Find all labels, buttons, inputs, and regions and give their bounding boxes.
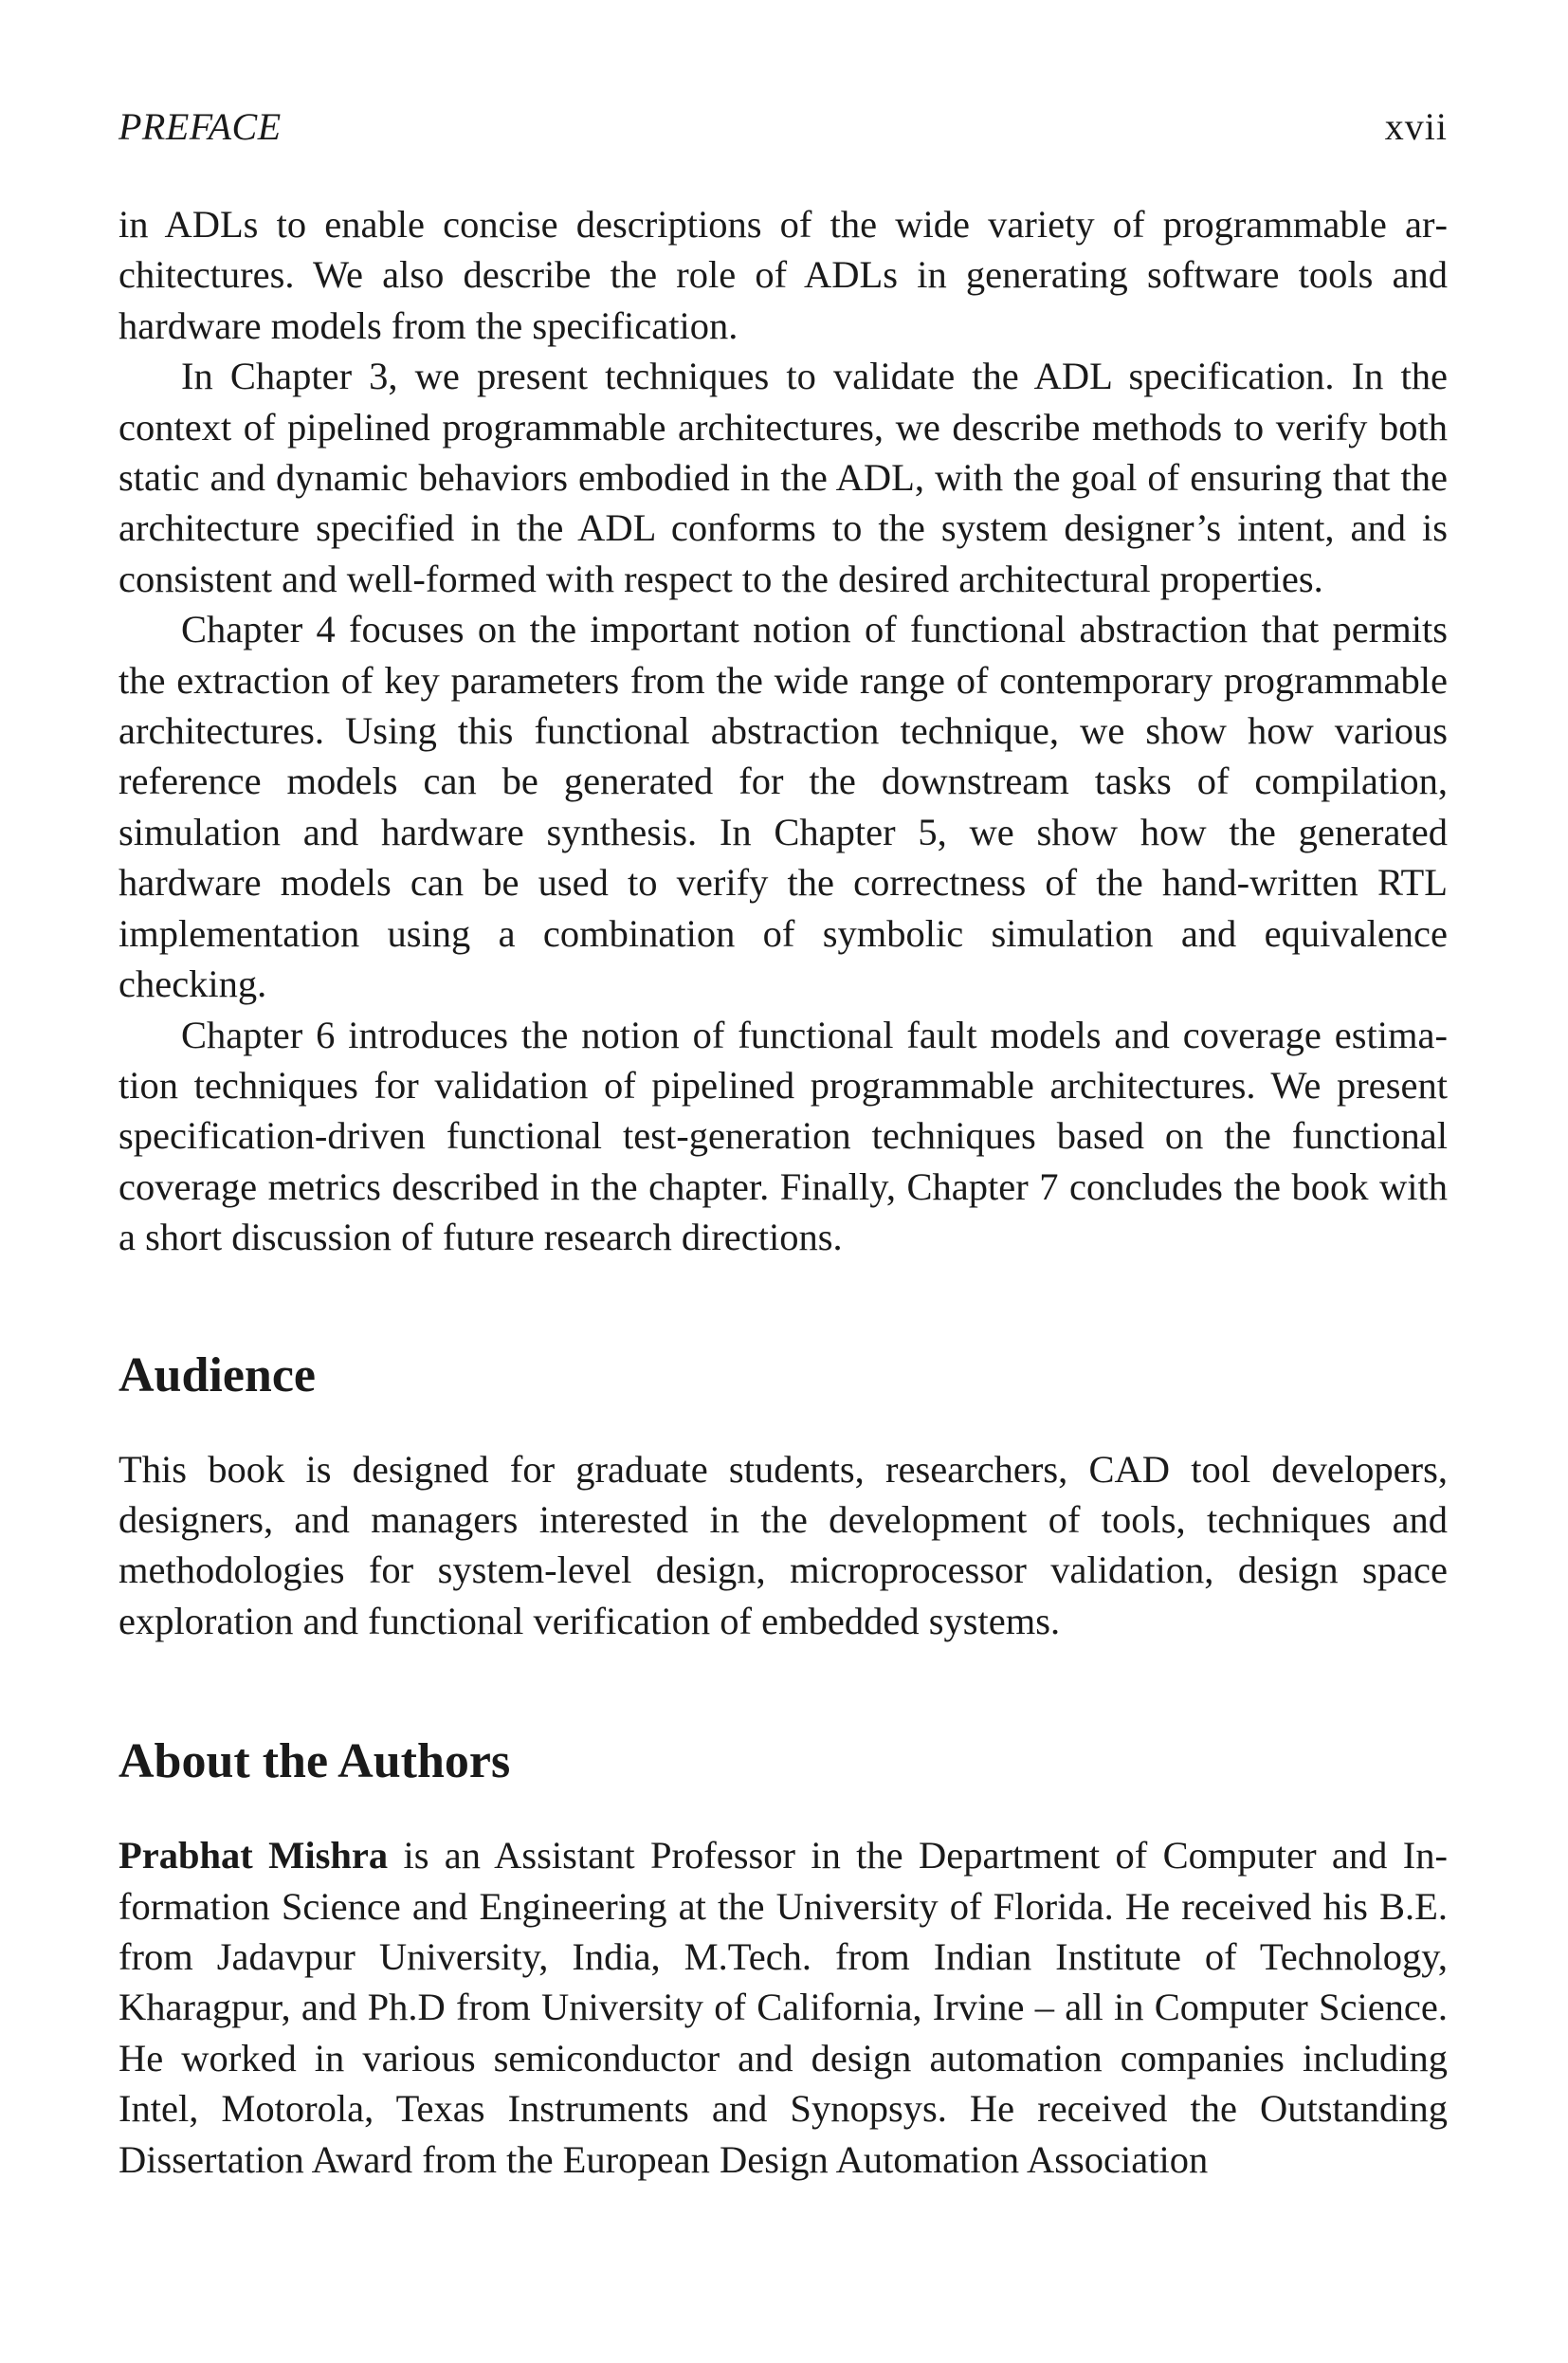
book-page [119, 104, 1448, 2185]
overview-paragraph: In Chapter 3, we present techniques to validate the ADL specification. In the context of pipelined programmable architectures, we describe methods to verify both static and dynamic behaviors embodied in the ADL, with the goal of ensuring that the architecture specified in the ADL conforms to the system designer’s intent, and is consistent and well-formed with respect to the desired architectural properties. [119, 355, 1448, 600]
running-header [119, 104, 1448, 150]
overview-section [119, 199, 1448, 1263]
audience-paragraph: This book is designed for graduate students, researchers, CAD tool developers, designers, and managers interested in the development of tools, techniques and methodologies for system-level design, microprocessor validation, design space exploration and functional verification of embedded systems. [119, 1447, 1448, 1642]
audience-heading: Audience [119, 1347, 316, 1402]
authors-heading: About the Authors [119, 1734, 511, 1789]
page-number: xvii [1384, 105, 1448, 148]
overview-paragraph: in ADLs to enable concise descriptions of the wide variety of programmable architectures. We also describe the role of ADLs in generating software tools and hardware models from the specification. [119, 203, 1448, 347]
author-bio-text: is an Assistant Professor in the Department of Computer and Information Science and Engineering at the University of Florida. He received his B.E. from Jadavpur University, India, M.Tech. from Indian Institute of Technology, Kharagpur, and Ph.D from University of California, Irvine – all in Computer Science. He worked in various semiconductor and design automation companies including Intel, Motorola, Texas Instruments and Synopsys. He received the Outstanding Dissertation Award from the European Design Automation Association [119, 1834, 1448, 2181]
authors-section [119, 1733, 1448, 2185]
running-title: PREFACE [119, 105, 282, 148]
author-bio-paragraph [119, 1830, 1448, 2185]
author-name: Prabhat Mishra [119, 1834, 389, 1878]
audience-section [119, 1347, 1448, 1647]
overview-paragraph: Chapter 4 focuses on the important notion of functional abstraction that permits the extraction of key parameters from the wide range of contemporary programmable architectures. Using this functional abstraction technique, we show how various reference models can be generated for the downstream tasks of compilation, simulation and hardware synthesis. In Chapter 5, we show how the generated hardware models can be used to verify the correctness of the hand-written RTL implementation using a combination of symbolic simulation and equivalence checking. [119, 608, 1448, 1006]
overview-paragraph: Chapter 6 introduces the notion of functional fault models and coverage estimation techniques for validation of pipelined programmable architectures. We present specification-driven functional test-generation techniques based on the functional coverage metrics described in the chapter. Finally, Chapter 7 concludes the book with a short discussion of future research directions. [119, 1013, 1448, 1259]
